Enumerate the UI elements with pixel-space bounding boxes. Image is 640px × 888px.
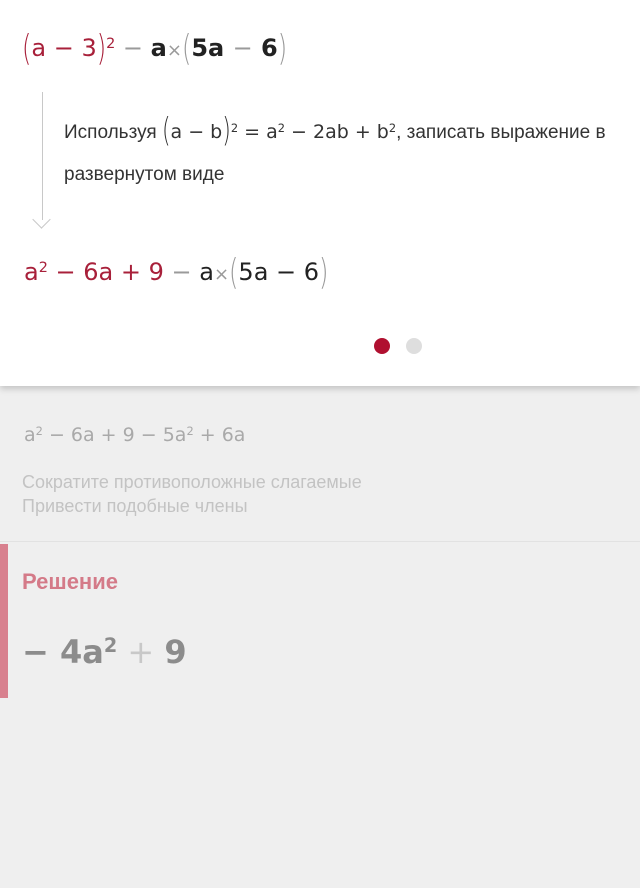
squared-binomial: $(a - 3)^2$: [22, 27, 116, 69]
hint-prefix: Используя: [64, 122, 157, 143]
step-arrow-line: [42, 92, 43, 220]
result-times: ×: [213, 264, 230, 285]
result-expression: $a^2 - 6a + 9 - a\times(5a - 6)$: [24, 251, 329, 293]
identity-base: a − b: [170, 121, 223, 143]
binomial-exponent: 2: [106, 36, 116, 53]
solution-exponent: 2: [103, 634, 118, 658]
step-card[interactable]: [0, 0, 640, 386]
bg-middle-terms: − 6a + 9 − 5a: [42, 424, 187, 446]
arrow-down-icon: [32, 210, 50, 228]
result-minus: −: [163, 258, 200, 286]
factor-minus: −: [232, 34, 253, 62]
identity-middle: − 2ab + b: [284, 121, 389, 143]
hint-line-1: Используя $(a - b)^2 = a^2 - 2ab + b^2$, записать выражение в: [64, 112, 606, 150]
hint-suffix: , записать выражение в: [396, 122, 606, 143]
solution-lead-term: − 4a: [22, 633, 104, 671]
result-exponent: 2: [38, 260, 48, 277]
solution-answer: [22, 628, 187, 681]
result-variable-a: a: [199, 258, 214, 286]
solution-constant: 9: [164, 633, 187, 671]
solution-plus: +: [117, 633, 165, 671]
identity-exponent-b: 2: [388, 120, 397, 135]
bg-exponent-1: 2: [35, 423, 43, 438]
bg-end-term: + 6a: [193, 424, 246, 446]
hint-line-2: развернутом виде: [64, 164, 225, 185]
times-sign: ×: [166, 40, 182, 61]
bg-a: a: [24, 424, 36, 446]
result-factor: 5a − 6: [238, 258, 320, 286]
background-hint-2: Привести подобные члены: [22, 496, 248, 516]
pager-dot-1[interactable]: [374, 338, 390, 354]
factor-5a: 5a: [191, 34, 225, 62]
identity-exponent: 2: [230, 120, 239, 135]
background-expression: [24, 420, 245, 452]
pager-dot-2[interactable]: [406, 338, 422, 354]
identity-rhs-a: = a: [238, 121, 278, 143]
result-a: a: [24, 258, 39, 286]
background-hint-1: Сократите противоположные слагаемые: [22, 472, 362, 492]
solution-accent-bar: [0, 544, 8, 698]
result-expanded-terms: − 6a + 9: [47, 258, 164, 286]
minus-sign: −: [122, 34, 143, 62]
variable-a: a: [150, 34, 167, 62]
divider: [0, 541, 640, 542]
identity-exponent-a: 2: [277, 120, 285, 135]
factor-6: 6: [261, 34, 278, 62]
bg-exponent-2: 2: [186, 423, 194, 438]
start-expression: $(a - 3)^2 - a\times(5a - 6)$: [22, 27, 288, 69]
binomial-text: a − 3: [31, 34, 97, 62]
solution-title: Решение: [22, 569, 118, 594]
